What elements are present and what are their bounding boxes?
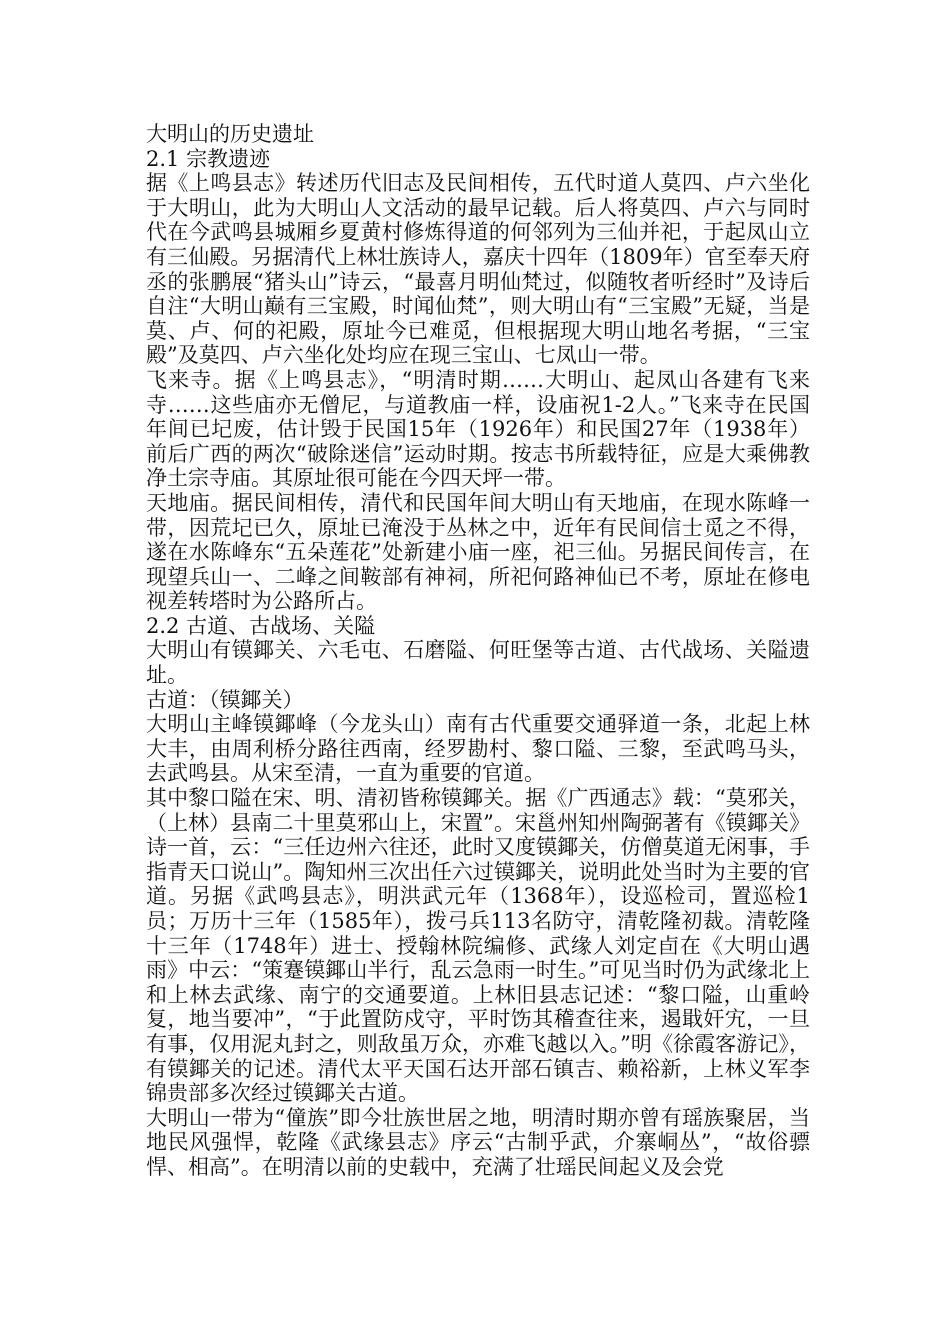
document-title: 大明山的历史遗址 <box>146 122 314 146</box>
section-heading-2-1: 2.1 宗教遗迹 <box>146 146 271 171</box>
paragraph: 据《上鸣县志》转述历代旧志及民间相传，五代时道人莫四、卢六坐化于大明山，此为大明山人文活动的最早记载。后人将莫四、卢六与同时代在今武鸣县城厢乡夏黄村修炼得道的何邻列为三仙并祀，于起凤山立有三仙殿。另据清代上林壮族诗人，嘉庆十四年（1809年）官至奉天府丞的张鹏展“猪头山”诗云，“最喜月明仙梵过，似随牧者听经时”及诗后自注“大明山巅有三宝殿，时闻仙梵”，则大明山有“三宝殿”无疑，当是莫、卢、何的祀殿，原址今已难觅，但根据现大明山地名考据，“三宝殿”及莫四、卢六坐化处均应在现三宝山、七凤山一带。 <box>146 171 810 368</box>
paragraph: 飞来寺。据《上鸣县志》，“明清时期……大明山、起凤山各建有飞来寺……这些庙亦无僧尼，与道教庙一样，设庙祝1-2人。”飞来寺在民国年间已圮废，估计毁于民国15年（1926年）和民国27年（1938年）前后广西的两次“破除迷信”运动时期。按志书所载特征，应是大乘佛教净土宗寺庙。其原址很可能在今四天坪一带。 <box>146 367 810 491</box>
paragraph: 大明山一带为“僮族”即今壮族世居之地，明清时期亦曾有瑶族聚居，当地民风强悍，乾隆《武缘县志》序云“古制乎武，介寨峒丛”，“故俗骠悍、相高”。在明清以前的史载中，充满了壮瑶民间起义及会党 <box>146 1105 810 1179</box>
paragraph: 古道：（镆鎁关） <box>146 687 304 712</box>
document-page <box>146 122 810 1180</box>
section-heading-2-2: 2.2 古道、古战场、关隘 <box>146 613 376 638</box>
paragraph: 天地庙。据民间相传，清代和民国年间大明山有天地庙，在现水陈峰一带，因荒圮已久，原址已淹没于丛林之中，近年有民间信士觅之不得，遂在水陈峰东“五朵莲花”处新建小庙一座，祀三仙。另据民间传言，在现望兵山一、二峰之间鞍部有神祠，所祀何路神仙已不考，原址在修电视差转塔时为公路所占。 <box>146 490 810 614</box>
paragraph: 其中黎口隘在宋、明、清初皆称镆鎁关。据《广西通志》载：“莫邪关，（上林）县南二十里莫邪山上，宋置”。宋邕州知州陶弼著有《镆鎁关》诗一首，云：“三任边州六往还，此时又度镆鎁关，仿僧莫道无闲事，手指青天口说山”。陶知州三次出任六过镆鎁关，说明此处当时为主要的官道。另据《武鸣县志》，明洪武元年（1368年），设巡检司，置巡检1员；万历十三年（1585年），拨弓兵113名防守，清乾隆初裁。清乾隆十三年（1748年）进士、授翰林院编修、武缘人刘定卣在《大明山遇雨》中云：“策蹇镆鎁山半行，乱云急雨一时生。”可见当时仍为武缘北上和上林去武缘、南宁的交通要道。上林旧县志记述：“黎口隘，山重岭复，地当要冲”，“于此置防戍守，平时饬其稽查往来，遏戢奸宄，一旦有事，仅用泥丸封之，则敌虽万众，亦难飞越以入。”明《徐霞客游记》，有镆鎁关的记述。清代太平天国石达开部石镇吉、赖裕新，上林义军李锦贵部多次经过镆鎁关古道。 <box>146 786 810 1106</box>
paragraph: 大明山主峰镆鎁峰（今龙头山）南有古代重要交通驿道一条，北起上林大丰，由周利桥分路往西南，经罗勘村、黎口隘、三黎，至武鸣马头，去武鸣县。从宋至清，一直为重要的官道。 <box>146 712 810 786</box>
paragraph: 大明山有镆鎁关、六毛屯、石磨隘、何旺堡等古道、古代战场、关隘遗址。 <box>146 638 810 688</box>
